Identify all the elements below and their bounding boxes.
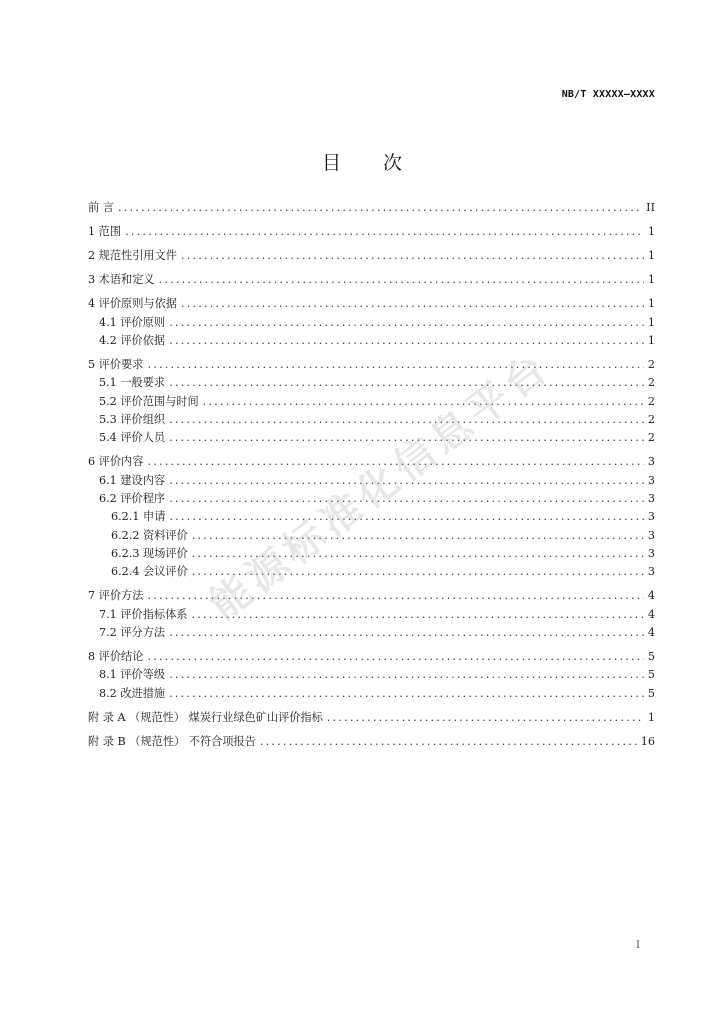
toc-entry-label: 7.2 评分方法 — [99, 625, 166, 639]
toc-entry-page: 2 — [647, 394, 655, 408]
toc-leader-dots — [192, 545, 644, 563]
toc-entry[interactable] — [88, 429, 655, 447]
toc-entry-page: 1 — [647, 710, 655, 724]
toc-entry[interactable] — [88, 685, 655, 703]
toc-leader-dots — [147, 587, 643, 605]
toc-entry-page: 3 — [647, 491, 655, 505]
toc-leader-dots — [147, 356, 643, 374]
toc-entry-label: 附 录 A （规范性） 煤炭行业绿色矿山评价指标 — [88, 710, 323, 724]
toc-leader-dots — [169, 490, 644, 508]
toc-leader-dots — [147, 648, 643, 666]
toc-leader-dots — [192, 527, 644, 545]
toc-entry[interactable] — [88, 271, 655, 289]
toc-entry-page: 3 — [647, 510, 655, 524]
toc-leader-dots — [203, 393, 644, 411]
toc-entry-page: 4 — [647, 589, 655, 603]
toc-leader-dots — [169, 332, 644, 350]
toc-leader-dots — [191, 606, 643, 624]
toc-entry-page: 3 — [647, 455, 655, 469]
toc-entry-page: 2 — [647, 358, 655, 372]
toc-entry[interactable] — [88, 648, 655, 666]
toc-entry-label: 7.1 评价指标体系 — [99, 607, 188, 621]
toc-leader-dots — [169, 624, 644, 642]
toc-entry[interactable] — [88, 374, 655, 392]
toc-entry-label: 5.1 一般要求 — [99, 376, 166, 390]
toc-entry-label: 4 评价原则与依据 — [88, 297, 177, 311]
toc-entry-label: 8.1 评价等级 — [99, 668, 166, 682]
toc-entry[interactable] — [88, 606, 655, 624]
toc-entry[interactable] — [88, 199, 655, 217]
toc-entry-label: 附 录 B （规范性） 不符合项报告 — [88, 734, 256, 748]
toc-entry-label: 6 评价内容 — [88, 455, 144, 469]
toc-entry-page: 4 — [647, 625, 655, 639]
toc-entry-page: 5 — [647, 649, 655, 663]
toc-leader-dots — [169, 685, 644, 703]
toc-entry-page: 5 — [647, 686, 655, 700]
toc-entry[interactable] — [88, 314, 655, 332]
toc-entry[interactable] — [88, 453, 655, 471]
toc-entry[interactable] — [88, 295, 655, 313]
toc-entry-page: 1 — [647, 297, 655, 311]
toc-entry[interactable] — [88, 508, 655, 526]
toc-entry-page: 3 — [647, 528, 655, 542]
toc-entry-label: 5 评价要求 — [88, 358, 144, 372]
toc-entry-page: 1 — [647, 225, 655, 239]
toc-entry-page: 4 — [647, 607, 655, 621]
toc-leader-dots — [169, 429, 644, 447]
toc-entry-label: 7 评价方法 — [88, 589, 144, 603]
toc-leader-dots — [169, 411, 644, 429]
toc-entry-page: 16 — [640, 734, 655, 748]
toc-entry-page: 1 — [647, 333, 655, 347]
toc-leader-dots — [181, 295, 644, 313]
toc-entry[interactable] — [88, 587, 655, 605]
toc-entry[interactable] — [88, 709, 655, 727]
toc-leader-dots — [260, 733, 637, 751]
toc-entry[interactable] — [88, 411, 655, 429]
toc-entry[interactable] — [88, 223, 655, 241]
toc-leader-dots — [169, 472, 644, 490]
toc-leader-dots — [169, 314, 644, 332]
toc-entry-label: 4.1 评价原则 — [99, 315, 166, 329]
toc-leader-dots — [118, 199, 642, 217]
toc-entry[interactable] — [88, 666, 655, 684]
toc-entry-page: 1 — [647, 273, 655, 287]
toc-entry-page: 2 — [647, 412, 655, 426]
toc-leader-dots — [169, 666, 644, 684]
toc-entry-label: 2 规范性引用文件 — [88, 249, 177, 263]
toc-entry-label: 5.4 评价人员 — [99, 431, 166, 445]
toc-entry-label: 6.2.2 资料评价 — [111, 528, 188, 542]
toc-entry-page: 3 — [647, 565, 655, 579]
toc-entry-label: 1 范围 — [88, 225, 122, 239]
toc-leader-dots — [181, 247, 644, 265]
toc-entry[interactable] — [88, 247, 655, 265]
toc-entry-page: 2 — [647, 431, 655, 445]
toc-leader-dots — [169, 374, 644, 392]
toc-entry-page: 1 — [647, 315, 655, 329]
toc-entry-label: 6.2.3 现场评价 — [111, 546, 188, 560]
toc-entry-label: 4.2 评价依据 — [99, 333, 166, 347]
toc-entry[interactable] — [88, 624, 655, 642]
toc-entry-label: 8.2 改进措施 — [99, 686, 166, 700]
watermark: 能源标准化信息平台 — [201, 343, 560, 629]
toc-leader-dots — [125, 223, 644, 241]
toc-entry-label: 5.2 评价范围与时间 — [99, 394, 199, 408]
toc-entry-label: 6.2 评价程序 — [99, 491, 166, 505]
toc-entry-page: 3 — [647, 473, 655, 487]
table-of-contents — [88, 199, 655, 751]
toc-entry[interactable] — [88, 472, 655, 490]
toc-entry-label: 6.1 建设内容 — [99, 473, 166, 487]
toc-entry-page: 5 — [647, 668, 655, 682]
toc-entry[interactable] — [88, 332, 655, 350]
toc-leader-dots — [147, 453, 643, 471]
toc-entry-label: 前 言 — [88, 201, 114, 214]
toc-entry-label: 6.2.1 申请 — [111, 510, 166, 524]
toc-entry[interactable] — [88, 563, 655, 581]
toc-entry-page: 3 — [647, 546, 655, 560]
toc-title: 目 次 — [321, 152, 421, 174]
page-number: I — [636, 940, 640, 951]
toc-entry-page: II — [646, 201, 655, 214]
toc-entry-label: 5.3 评价组织 — [99, 412, 166, 426]
toc-entry[interactable] — [88, 393, 655, 411]
toc-entry-page: 2 — [647, 376, 655, 390]
document-code: NB/T XXXXX—XXXX — [561, 89, 655, 100]
toc-entry-page: 1 — [647, 249, 655, 263]
toc-leader-dots — [192, 563, 644, 581]
toc-leader-dots — [159, 271, 644, 289]
toc-entry-label: 8 评价结论 — [88, 649, 144, 663]
toc-entry-label: 6.2.4 会议评价 — [111, 565, 188, 579]
toc-leader-dots — [169, 508, 643, 526]
toc-entry[interactable] — [88, 490, 655, 508]
toc-entry-label: 3 术语和定义 — [88, 273, 155, 287]
toc-entry[interactable] — [88, 733, 655, 751]
toc-entry[interactable] — [88, 356, 655, 374]
toc-entry[interactable] — [88, 545, 655, 563]
toc-leader-dots — [327, 709, 644, 727]
toc-entry[interactable] — [88, 527, 655, 545]
